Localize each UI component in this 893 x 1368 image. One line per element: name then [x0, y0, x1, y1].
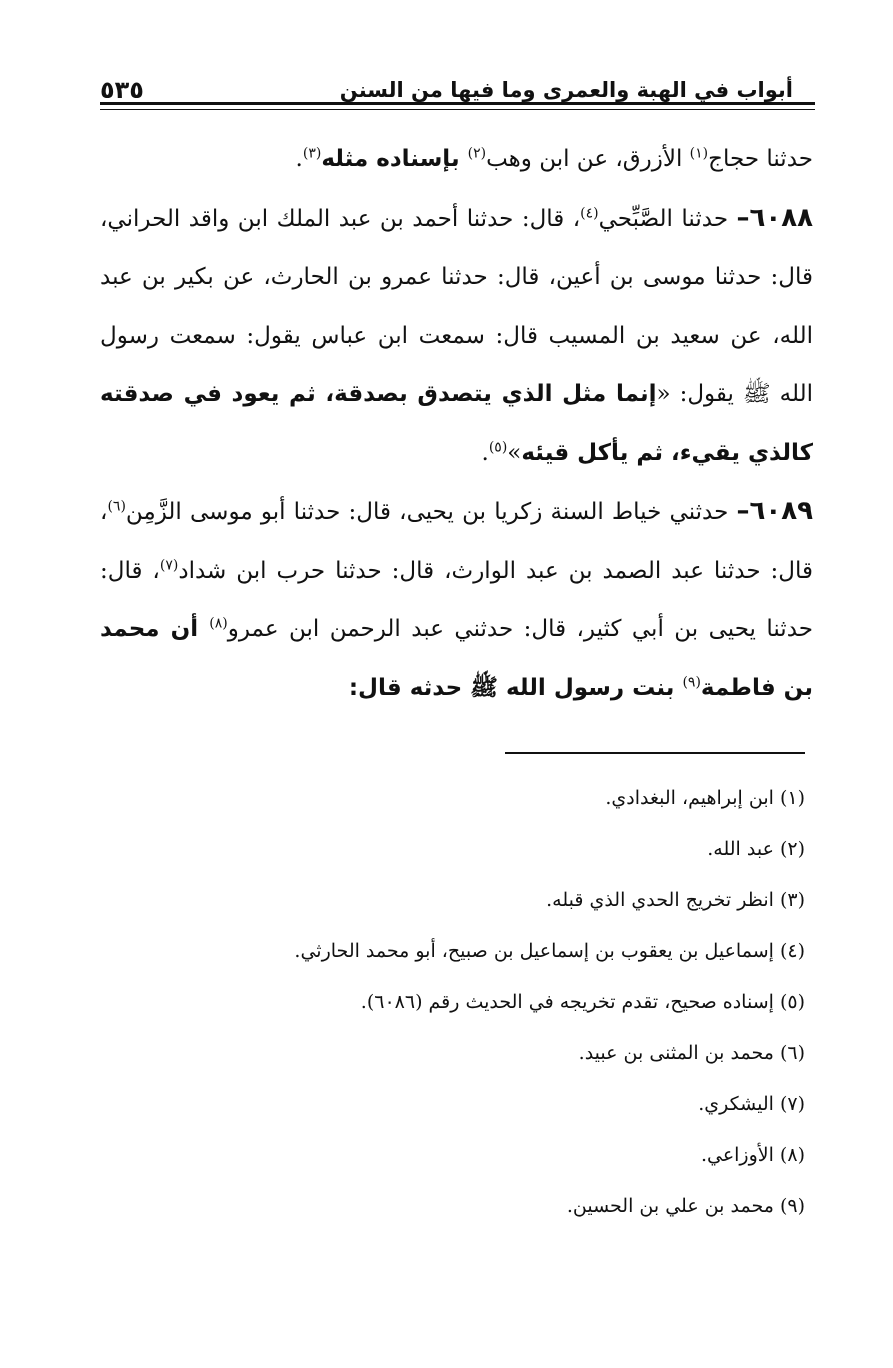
text-run: حدثني خياط السنة زكريا بن يحيى، قال: حدثنا أبو موسى الزَّمِن — [125, 499, 737, 525]
footnote-6: (٦) محمد بن المثنى بن عبيد. — [578, 1042, 805, 1064]
footnote-separator — [505, 752, 805, 754]
hadith-6089 — [100, 482, 813, 717]
paragraph-continuation — [100, 130, 813, 189]
text-run: حدثنا حجاج — [708, 146, 813, 172]
footnote-ref: (٦) — [107, 498, 126, 515]
text-run: حدثنا الصَّبِّحي — [598, 205, 737, 232]
footnote-7: (٧) اليشكري. — [698, 1093, 805, 1115]
footnote-ref: (٣) — [302, 145, 322, 162]
footnote-5: (٥) إسناده صحيح، تقدم تخريجه في الحديث رقم (٦٠٨٦). — [360, 991, 805, 1013]
footnote-ref: (٢) — [467, 145, 487, 162]
text-run: ، قال: حدثنا عبد الصمد بن عبد الوارث، قال: حدثنا حرب ابن شداد — [100, 499, 813, 584]
running-header — [100, 70, 815, 110]
footnote-ref: (٤) — [580, 204, 599, 221]
footnote-ref: (١) — [689, 145, 709, 162]
footnote-4: (٤) إسماعيل بن يعقوب بن إسماعيل بن صبيح، أبو محمد الحارثي. — [294, 940, 805, 962]
footnote-3: (٣) انظر تخريج الحدي الذي قبله. — [546, 889, 805, 911]
main-text — [100, 130, 813, 717]
hadith-number: ٦٠٨٨– — [736, 202, 813, 233]
footnote-ref: (٧) — [159, 556, 179, 573]
header-rule — [100, 102, 815, 110]
text-run: » — [507, 439, 522, 466]
text-run: ، قال: حدثنا يحيى بن أبي كثير، قال: حدثني عبد الرحمن ابن عمرو — [100, 557, 813, 642]
text-run: . — [295, 146, 303, 172]
bold-text: بنت رسول الله ﷺ حدثه قال: — [348, 674, 683, 701]
hadith-matn: إنما مثل الذي يتصدق بصدقة، ثم يعود في صدقته كالذي يقيء، ثم يأكل قيئه — [100, 381, 813, 466]
hadith-6088 — [100, 189, 813, 483]
footnote-8: (٨) الأوزاعي. — [700, 1144, 805, 1166]
text-run: . — [481, 439, 489, 466]
text-run: ، قال: حدثنا أحمد بن عبد الملك ابن واقد الحراني، قال: حدثنا موسى بن أعين، قال: حدثنا عمرو بن الحارث، عن بكير بن عبد الله، عن سعيد بن المسيب قال: سمعت ابن عباس يقول: سمعت رسول الله ﷺ يقول: « — [100, 205, 814, 407]
footnote-ref: (٩) — [682, 673, 701, 690]
footnote-ref: (٨) — [209, 615, 228, 632]
bold-text: بإسناده مثله — [321, 146, 468, 172]
page-number: ٥٣٥ — [100, 76, 144, 104]
bold-text: أن محمد بن فاطمة — [100, 616, 813, 701]
text-run: الأزرق، عن ابن وهب — [486, 146, 690, 172]
hadith-number: ٦٠٨٩– — [736, 496, 813, 526]
footnote-2: (٢) عبد الله. — [707, 838, 805, 860]
footnote-9: (٩) محمد بن علي بن الحسين. — [566, 1195, 805, 1217]
chapter-title: أبواب في الهبة والعمرى وما فيها من السنن — [339, 78, 793, 102]
footnotes — [100, 775, 805, 1234]
footnote-1: (١) ابن إبراهيم، البغدادي. — [605, 787, 805, 809]
footnote-ref: (٥) — [488, 438, 508, 455]
